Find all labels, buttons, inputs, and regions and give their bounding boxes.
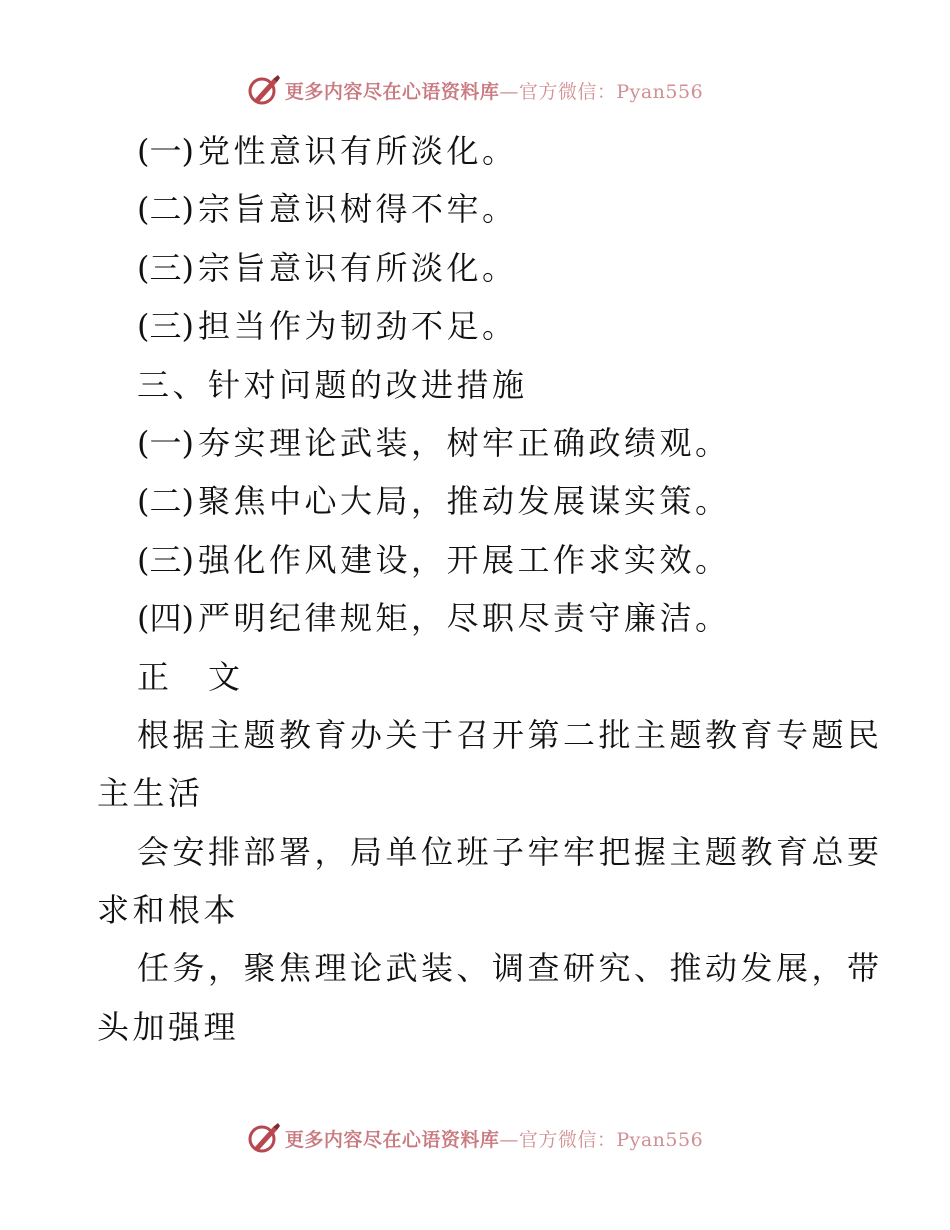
item-text: 宗旨意识有所淡化。: [197, 248, 518, 287]
outline-item: [97, 297, 857, 355]
measure-item: [97, 589, 857, 647]
item-number: (三): [137, 248, 194, 287]
paragraph-line: 求和根本: [97, 891, 240, 930]
pen-logo-icon: [247, 73, 281, 107]
outline-item: [97, 180, 857, 238]
paragraph-line: 主生活: [97, 774, 204, 813]
header-watermark: [0, 70, 950, 110]
item-number: (二): [137, 190, 194, 229]
section-heading: 三、针对问题的改进措施: [137, 365, 528, 404]
item-number: (三): [137, 307, 194, 346]
item-number: (二): [137, 482, 194, 521]
item-text: 强化作风建设，开展工作求实效。: [197, 540, 731, 579]
watermark-text: 更多内容尽在心语资料库—官方微信：Pyan556: [284, 80, 704, 103]
measure-item: [97, 414, 857, 472]
pen-logo-icon: [247, 1121, 281, 1155]
paragraph-line: 任务，聚焦理论武装、调查研究、推动发展，带: [137, 949, 883, 988]
footer-watermark: [0, 1118, 950, 1158]
outline-item: [97, 122, 857, 180]
item-text: 严明纪律规矩，尽职尽责守廉洁。: [197, 599, 731, 638]
paragraph-line: 头加强理: [97, 1007, 240, 1046]
item-text: 担当作为韧劲不足。: [197, 307, 518, 346]
item-text: 夯实理论武装，树牢正确政绩观。: [197, 423, 731, 462]
paragraph-line: 会安排部署，局单位班子牢牢把握主题教育总要: [137, 832, 883, 871]
item-text: 宗旨意识树得不牢。: [197, 190, 518, 229]
item-number: (一): [137, 423, 194, 462]
measure-item: [97, 472, 857, 530]
item-text: 党性意识有所淡化。: [197, 132, 518, 170]
outline-item: [97, 239, 857, 297]
measure-item: [97, 531, 857, 589]
item-text: 聚焦中心大局，推动发展谋实策。: [197, 482, 731, 521]
item-number: (四): [137, 599, 194, 638]
item-number: (一): [137, 132, 194, 170]
body-heading: 正 文: [137, 657, 244, 696]
paragraph-line: 根据主题教育办关于召开第二批主题教育专题民: [137, 715, 883, 754]
watermark-text: 更多内容尽在心语资料库—官方微信：Pyan556: [284, 1128, 704, 1151]
item-number: (三): [137, 540, 194, 579]
document-body: [97, 122, 883, 1056]
